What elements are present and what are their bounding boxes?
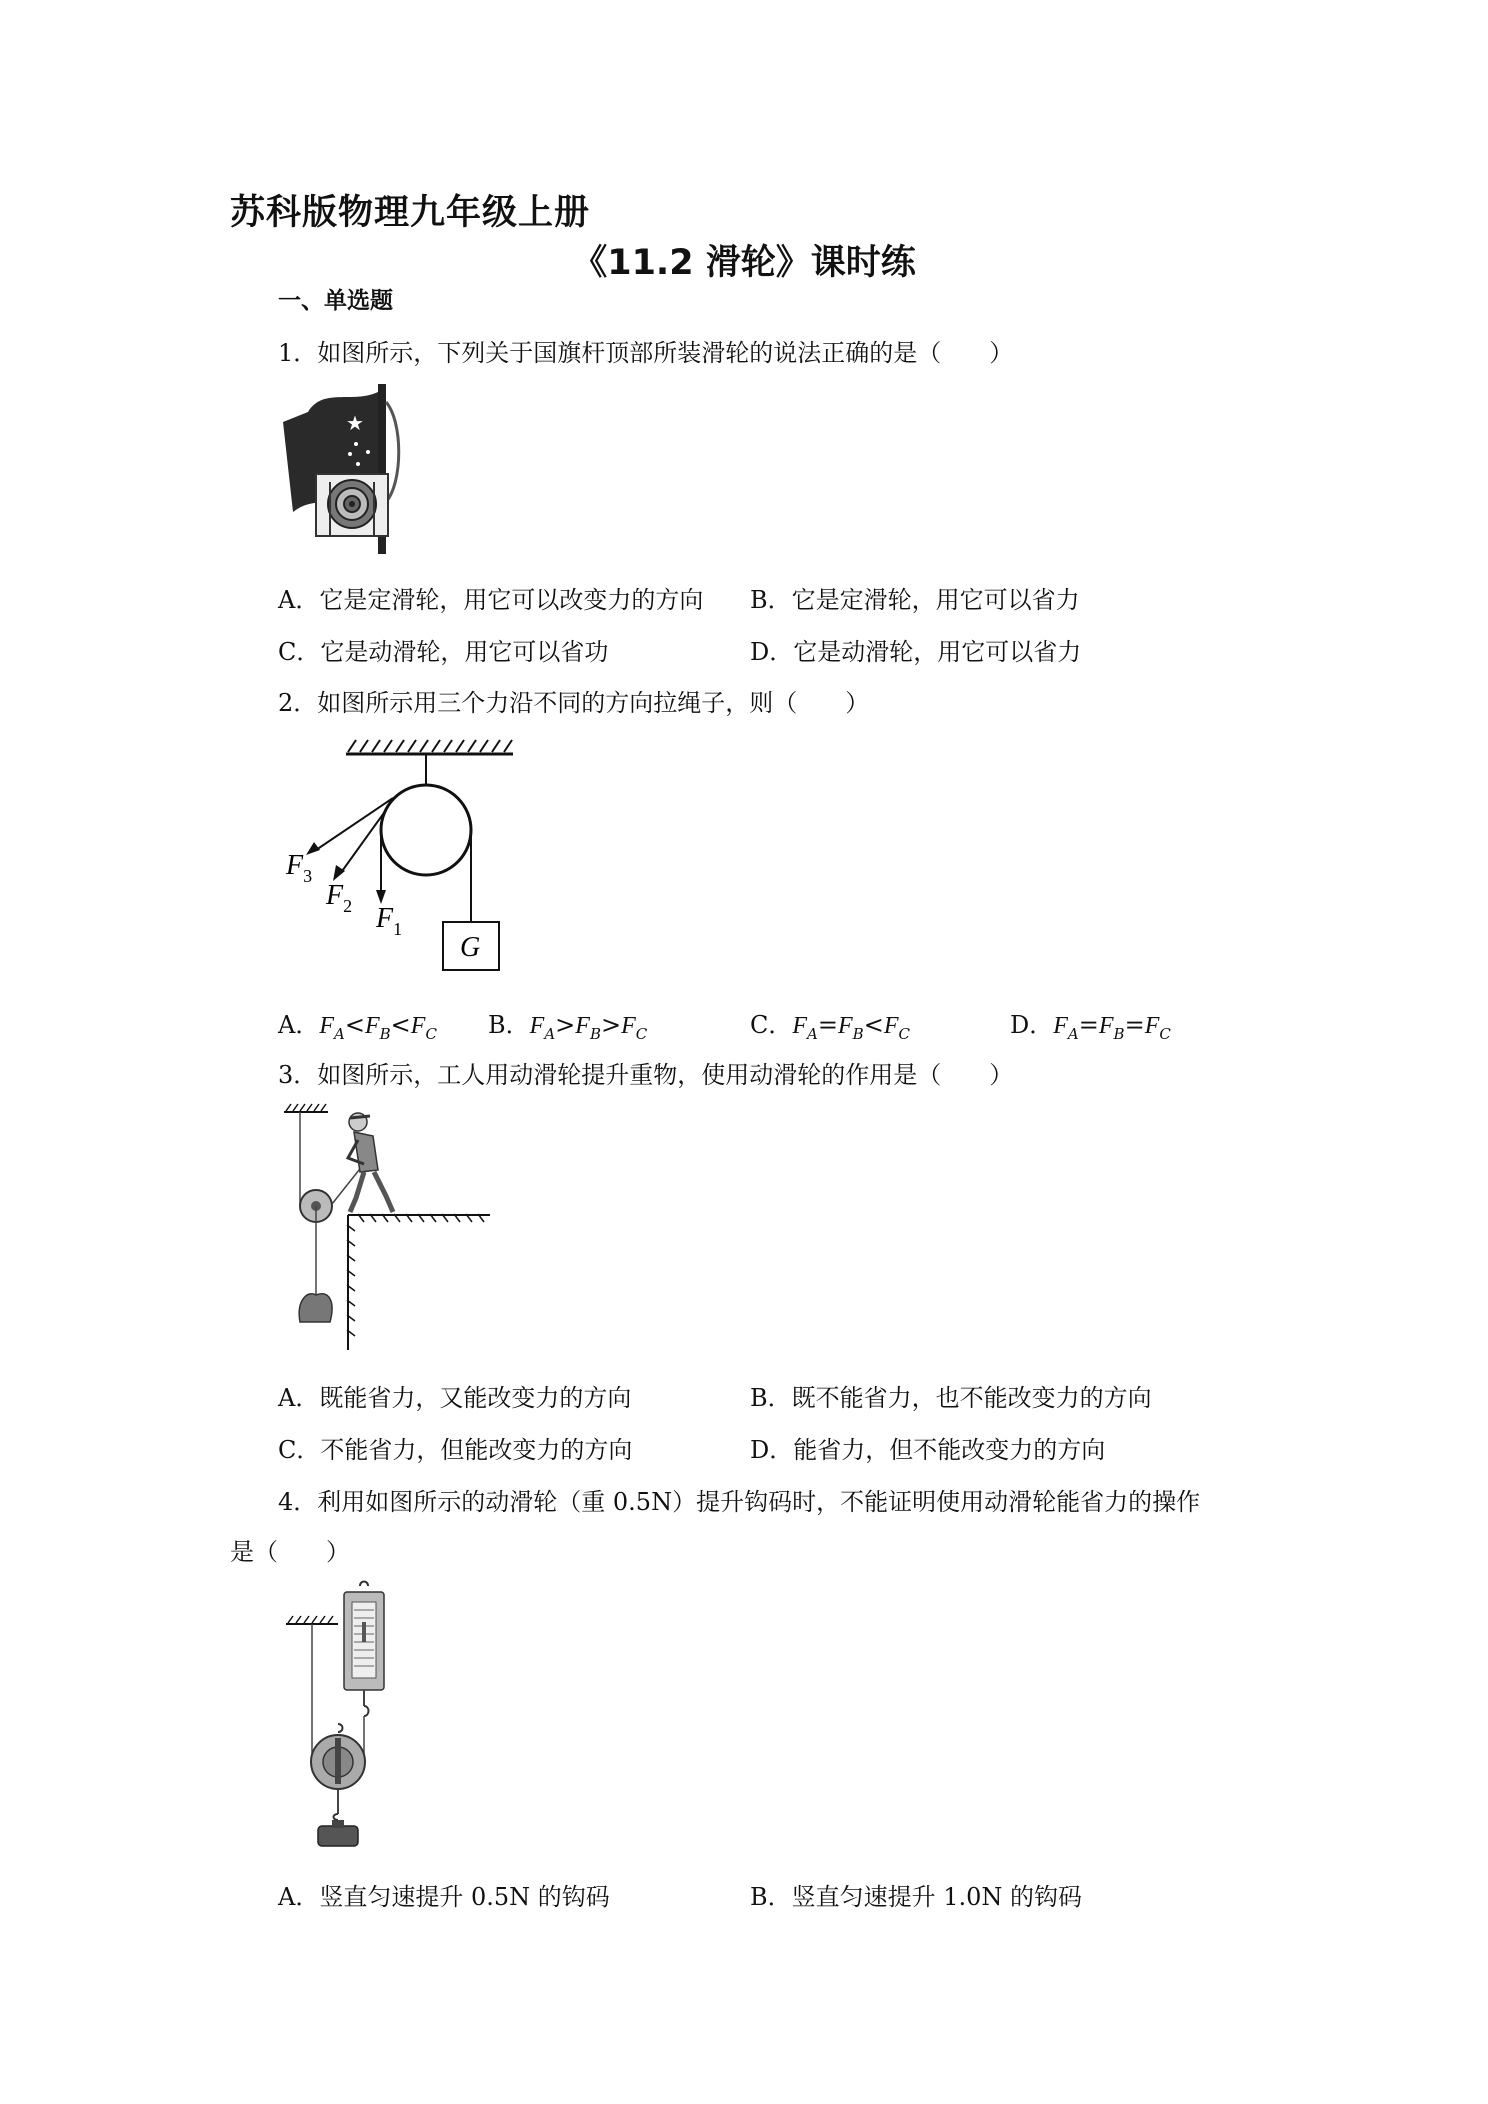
worker-movable-pulley-figure [278, 1100, 503, 1355]
q2-b-s2: B [589, 1024, 601, 1043]
q2-d-s2: B [1113, 1024, 1125, 1043]
q1-option-b[interactable]: B．它是定滑轮，用它可以省力 [750, 586, 1080, 614]
svg-text:F1 [375, 903, 402, 939]
svg-text:F3 [285, 850, 312, 886]
q2-d-f3: F [1144, 1013, 1160, 1039]
q3-option-a[interactable]: A．既能省力，又能改变力的方向 [278, 1384, 632, 1412]
q4-option-a[interactable]: A．竖直匀速提升 0.5N 的钩码 [278, 1883, 610, 1911]
q2-b-op1: > [555, 1011, 576, 1039]
q2-c-f2: F [838, 1013, 853, 1039]
q1-option-c[interactable]: C．它是动滑轮，用它可以省功 [278, 638, 609, 666]
flag-pulley-figure [278, 382, 408, 557]
q2-option-b-label: B． [488, 1011, 530, 1039]
q2-a-s3: C [425, 1024, 437, 1043]
q2-d-f2: F [1098, 1013, 1114, 1039]
q2-option-a[interactable] [278, 1005, 437, 1043]
weight-label: G [460, 932, 481, 963]
q2-a-s1: A [334, 1024, 345, 1043]
q3-option-b[interactable]: B．既不能省力，也不能改变力的方向 [750, 1384, 1152, 1412]
q4-option-b[interactable]: B．竖直匀速提升 1.0N 的钩码 [750, 1883, 1083, 1911]
q2-b-f2: F [575, 1013, 590, 1039]
q2-d-op1: = [1078, 1011, 1099, 1039]
q2-c-op2: < [863, 1011, 884, 1039]
question-2-stem: 2．如图所示用三个力沿不同的方向拉绳子，则（ ） [278, 689, 870, 717]
q2-a-f3: F [410, 1013, 426, 1039]
q3-option-d[interactable]: D．能省力，但不能改变力的方向 [750, 1436, 1106, 1464]
q1-option-a[interactable]: A．它是定滑轮，用它可以改变力的方向 [278, 586, 704, 614]
force-f1-subscript: 1 [393, 919, 403, 939]
document-title: 苏科版物理九年级上册 [230, 193, 591, 233]
question-1-stem: 1．如图所示，下列关于国旗杆顶部所装滑轮的说法正确的是（ ） [278, 339, 1014, 367]
q2-c-s3: C [898, 1024, 910, 1043]
q1-option-d[interactable]: D．它是动滑轮，用它可以省力 [750, 638, 1082, 666]
question-4-stem-line2: 是（ ） [230, 1538, 350, 1566]
q2-option-c-label: C． [750, 1011, 793, 1039]
spring-scale-pulley-figure [280, 1578, 420, 1858]
force-f2-label: F [326, 880, 344, 911]
q2-c-f3: F [883, 1013, 899, 1039]
q2-option-a-label: A． [278, 1011, 320, 1039]
q2-c-op1: = [817, 1011, 838, 1039]
force-f3-subscript: 3 [303, 866, 313, 886]
q2-a-op1: < [344, 1011, 365, 1039]
q2-d-op2: = [1124, 1011, 1145, 1039]
q2-c-s1: A [807, 1024, 818, 1043]
question-3-stem: 3．如图所示，工人用动滑轮提升重物，使用动滑轮的作用是（ ） [278, 1061, 1014, 1089]
q2-d-f1: F [1053, 1013, 1068, 1039]
q2-option-b[interactable] [488, 1005, 647, 1043]
q3-option-c[interactable]: C．不能省力，但能改变力的方向 [278, 1436, 633, 1464]
q2-a-f2: F [364, 1013, 380, 1039]
force-f1-label: F [376, 903, 394, 934]
q2-b-f3: F [621, 1013, 636, 1039]
section-heading: 一、单选题 [278, 288, 393, 314]
q2-option-d-label: D． [1010, 1011, 1054, 1039]
q2-a-f1: F [319, 1013, 335, 1039]
q2-b-f1: F [529, 1013, 545, 1039]
force-f3-label: F [286, 850, 304, 881]
q2-option-d[interactable] [1010, 1005, 1171, 1043]
q2-a-s2: B [379, 1024, 391, 1043]
svg-text:F2 [325, 880, 352, 916]
q2-a-op2: < [390, 1011, 411, 1039]
q2-d-s1: A [1067, 1024, 1079, 1043]
q2-b-s1: A [544, 1024, 556, 1043]
force-f2-subscript: 2 [343, 896, 353, 916]
q2-b-op2: > [600, 1011, 622, 1039]
q2-c-s2: B [852, 1024, 864, 1043]
question-4-stem-line1: 4．利用如图所示的动滑轮（重 0.5N）提升钩码时，不能证明使用动滑轮能省力的操作 [278, 1488, 1201, 1516]
fixed-pulley-forces-figure [278, 732, 538, 982]
q2-option-c[interactable] [750, 1005, 910, 1043]
svg-text:★: ★ [346, 413, 364, 435]
document-subtitle: 《11.2 滑轮》课时练 [572, 243, 916, 283]
q2-c-f1: F [792, 1013, 808, 1039]
q2-b-s3: C [635, 1024, 648, 1043]
q2-d-s3: C [1159, 1024, 1171, 1043]
